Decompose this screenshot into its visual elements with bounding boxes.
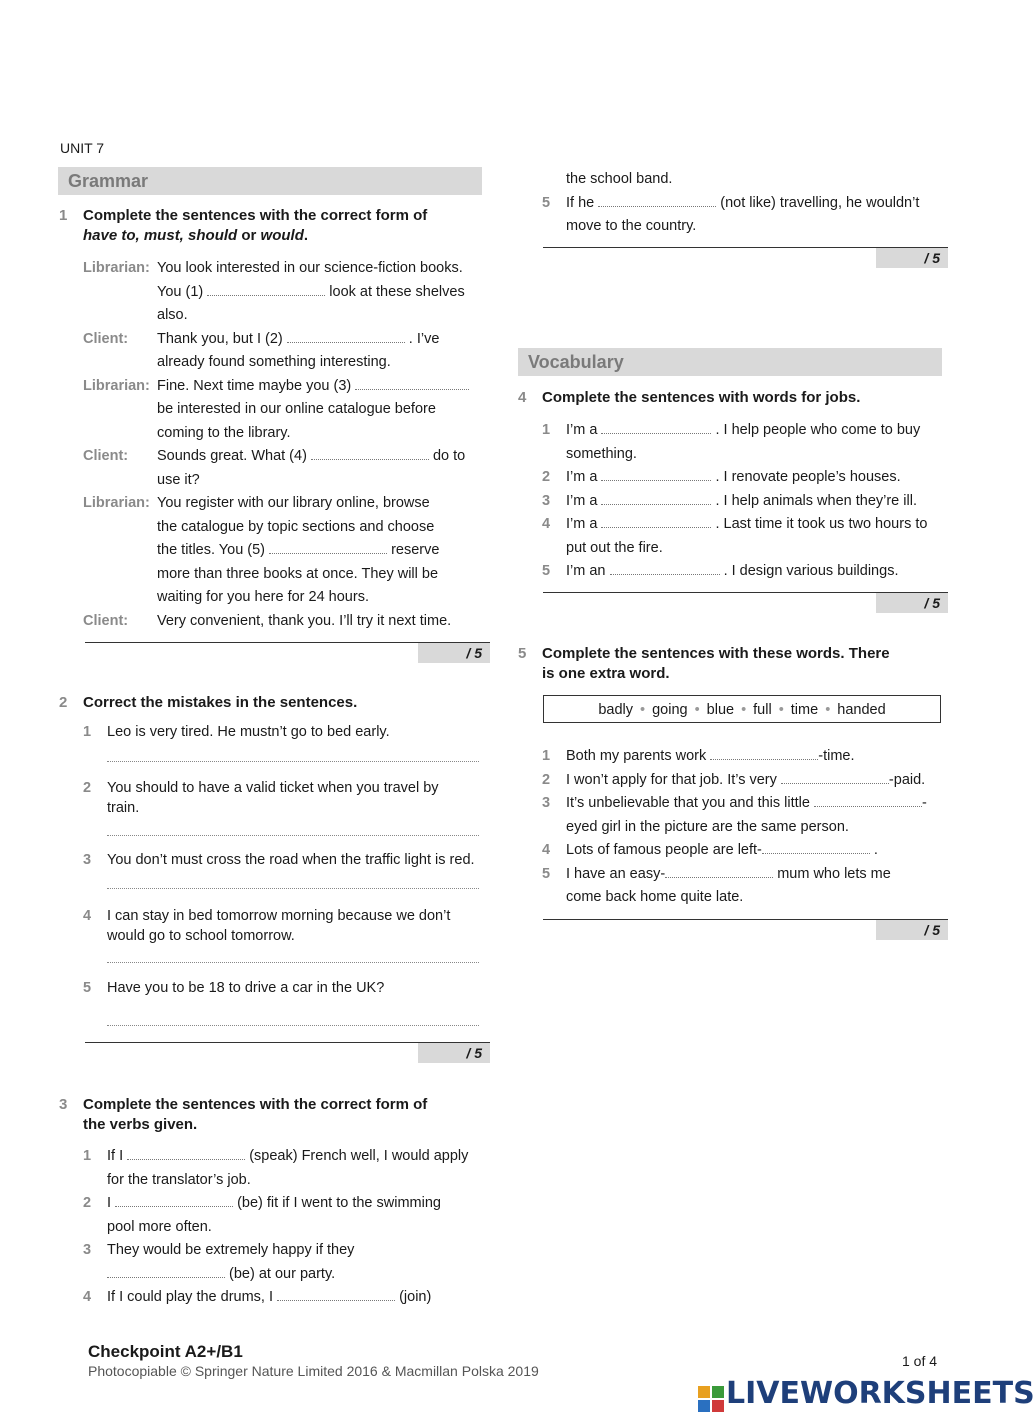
word: full — [753, 702, 772, 718]
gap-3[interactable] — [355, 377, 469, 390]
footer-copyright: Photocopiable © Springer Nature Limited 2016 & Macmillan Polska 2019 — [88, 1363, 539, 1379]
ex1-score: / 5 — [418, 643, 490, 663]
ex4-item: 2 I’m a . I renovate people’s houses. — [542, 469, 901, 485]
word: time — [790, 702, 819, 718]
liveworksheets-wordmark: LIVEWORKSHEETS — [726, 1376, 1035, 1411]
dialogue-line: be interested in our online catalogue before — [157, 401, 436, 417]
ex3-item-cont: the school band. — [566, 171, 673, 187]
gap-1[interactable] — [207, 283, 325, 296]
ex4-number: 4 — [518, 389, 527, 406]
ex2-item: 4 I can stay in bed tomorrow morning because we don’t would go to school tomorrow. — [83, 908, 451, 944]
dialogue-line: the catalogue by topic sections and choose — [157, 518, 435, 535]
ex2-item: 2 You should to have a valid ticket when you travel by train. — [83, 780, 439, 816]
dialogue-line: Librarian: Fine. Next time maybe you (3) — [157, 375, 497, 399]
ex3-title: 3 Complete the sentences with the correct form of the verbs given. — [59, 1096, 428, 1133]
dialogue-line: already found something interesting. — [157, 354, 391, 370]
gap[interactable] — [710, 747, 818, 760]
ex2-answer-line-1[interactable] — [107, 761, 479, 762]
gap-4[interactable] — [311, 447, 429, 460]
ex4-title: 4 Complete the sentences with words for jobs. — [518, 389, 861, 406]
ex4-items — [542, 419, 956, 584]
ex4-item-cont: something. — [566, 445, 637, 462]
gap[interactable] — [601, 468, 711, 481]
dialogue-line: the titles. You (5) reserve — [157, 542, 440, 558]
gap[interactable] — [665, 865, 773, 878]
dialogue-line: Client: Very convenient, thank you. I’ll try it next time. — [83, 612, 452, 629]
gap-5[interactable] — [269, 541, 387, 554]
ex2-answer-line-4[interactable] — [107, 962, 479, 963]
ex5-score: / 5 — [876, 920, 948, 940]
ex4-item-cont: put out the fire. — [566, 539, 663, 556]
ex3-continued — [542, 168, 956, 239]
gap[interactable] — [610, 562, 720, 575]
liveworksheets-logo-icon — [698, 1386, 724, 1412]
ex3-item: 4 If I could play the drums, I (join) — [83, 1289, 432, 1305]
unit-label: UNIT 7 — [60, 140, 105, 156]
liveworksheets-logo — [698, 1376, 1035, 1412]
gap[interactable] — [107, 1265, 225, 1278]
gap[interactable] — [115, 1194, 233, 1207]
ex2-answer-line-2[interactable] — [107, 835, 479, 836]
ex5-item-cont: eyed girl in the picture are the same person. — [566, 818, 849, 835]
ex5-number: 5 — [518, 645, 527, 662]
ex4-score: / 5 — [876, 593, 948, 613]
ex5-item: 2 I won’t apply for that job. It’s very -paid. — [542, 771, 926, 788]
dialogue-line: Librarian: You register with our library online, browse — [83, 495, 430, 511]
gap[interactable] — [814, 794, 922, 807]
gap[interactable] — [601, 492, 711, 505]
gap[interactable] — [598, 194, 716, 207]
ex4-item: 5 I’m an . I design various buildings. — [542, 563, 899, 579]
dialogue-line: Client: Thank you, but I (2) . I’ve — [83, 330, 440, 347]
ex1-dialogue — [83, 257, 497, 633]
ex5-title: 5 Complete the sentences with these words. There is one extra word. — [518, 645, 890, 682]
ex5-item: 3 It’s unbelievable that you and this little - — [542, 795, 927, 811]
ex5-items — [542, 745, 956, 910]
ex2-item: 5 Have you to be 18 to drive a car in the UK? — [83, 980, 385, 996]
dialogue-line: also. — [157, 307, 188, 323]
ex2-item: 3 You don’t must cross the road when the traffic light is red. — [83, 852, 475, 868]
ex3-item: 2 I (be) fit if I went to the swimming — [83, 1195, 441, 1211]
ex4-item: 4 I’m a . Last time it took us two hours to — [542, 516, 928, 532]
footer-title: Checkpoint A2+/B1 — [88, 1342, 243, 1361]
ex2-title: 2 Correct the mistakes in the sentences. — [59, 694, 358, 711]
gap[interactable] — [127, 1147, 245, 1160]
word: handed — [837, 702, 886, 718]
gap[interactable] — [601, 515, 711, 528]
gap[interactable] — [762, 841, 870, 854]
dialogue-line: more than three books at once. They will be — [157, 565, 439, 582]
ex4-item: 1 I’m a . I help people who come to buy — [542, 422, 921, 438]
dialogue-line: Client: Sounds great. What (4) do to — [83, 448, 466, 464]
ex2-answer-line-5[interactable] — [107, 1025, 479, 1026]
ex5-item: 4 Lots of famous people are left- . — [542, 842, 878, 858]
ex1-number: 1 — [59, 207, 68, 224]
ex5-item: 5 I have an easy- mum who lets me — [542, 865, 891, 882]
ex3-number: 3 — [59, 1096, 68, 1113]
grammar-heading: Grammar — [58, 167, 482, 195]
ex2-item: 1 Leo is very tired. He mustn’t go to bed early. — [83, 724, 390, 740]
ex3-item-cont: pool more often. — [107, 1218, 212, 1235]
ex3-item-cont: move to the country. — [566, 218, 697, 234]
page-number: 1 of 4 — [902, 1353, 938, 1369]
ex2-score: / 5 — [418, 1043, 490, 1063]
ex3-score: / 5 — [876, 248, 948, 268]
ex1-title-line1: Complete the sentences with the correct form of — [83, 207, 428, 224]
word: badly — [598, 702, 634, 718]
dialogue-line: use it? — [157, 471, 200, 488]
gap[interactable] — [601, 421, 711, 434]
ex3-item: 5 If he (not like) travelling, he wouldn’t — [542, 194, 920, 211]
word: going — [652, 702, 688, 718]
ex1-title — [59, 206, 483, 246]
ex3-item: 1 If I (speak) French well, I would apply — [83, 1148, 469, 1164]
dialogue-line: You (1) look at these shelves — [157, 283, 465, 300]
gap[interactable] — [277, 1288, 395, 1301]
ex3-item-cont: (be) at our party. — [107, 1263, 497, 1287]
dialogue-line: Librarian: You look interested in our science-fiction books. — [83, 260, 463, 276]
gap[interactable] — [781, 771, 889, 784]
ex2-number: 2 — [59, 694, 68, 711]
ex5-item-cont: come back home quite late. — [566, 889, 744, 905]
ex1-title-line2: have to, must, should or would. — [83, 227, 309, 244]
dialogue-line: coming to the library. — [157, 424, 291, 441]
gap-2[interactable] — [287, 330, 405, 343]
ex3-items — [83, 1145, 497, 1310]
ex2-answer-line-3[interactable] — [107, 888, 479, 889]
ex3-item-cont: for the translator’s job. — [107, 1171, 251, 1188]
word-box: badly • going • blue • full • time • handed — [543, 695, 941, 723]
dialogue-line: waiting for you here for 24 hours. — [157, 589, 369, 605]
ex4-item: 3 I’m a . I help animals when they’re ill. — [542, 492, 917, 509]
ex5-item: 1 Both my parents work -time. — [542, 748, 855, 764]
word: blue — [706, 702, 735, 718]
ex3-item: 3 They would be extremely happy if they — [83, 1242, 355, 1258]
vocabulary-heading: Vocabulary — [518, 348, 942, 376]
